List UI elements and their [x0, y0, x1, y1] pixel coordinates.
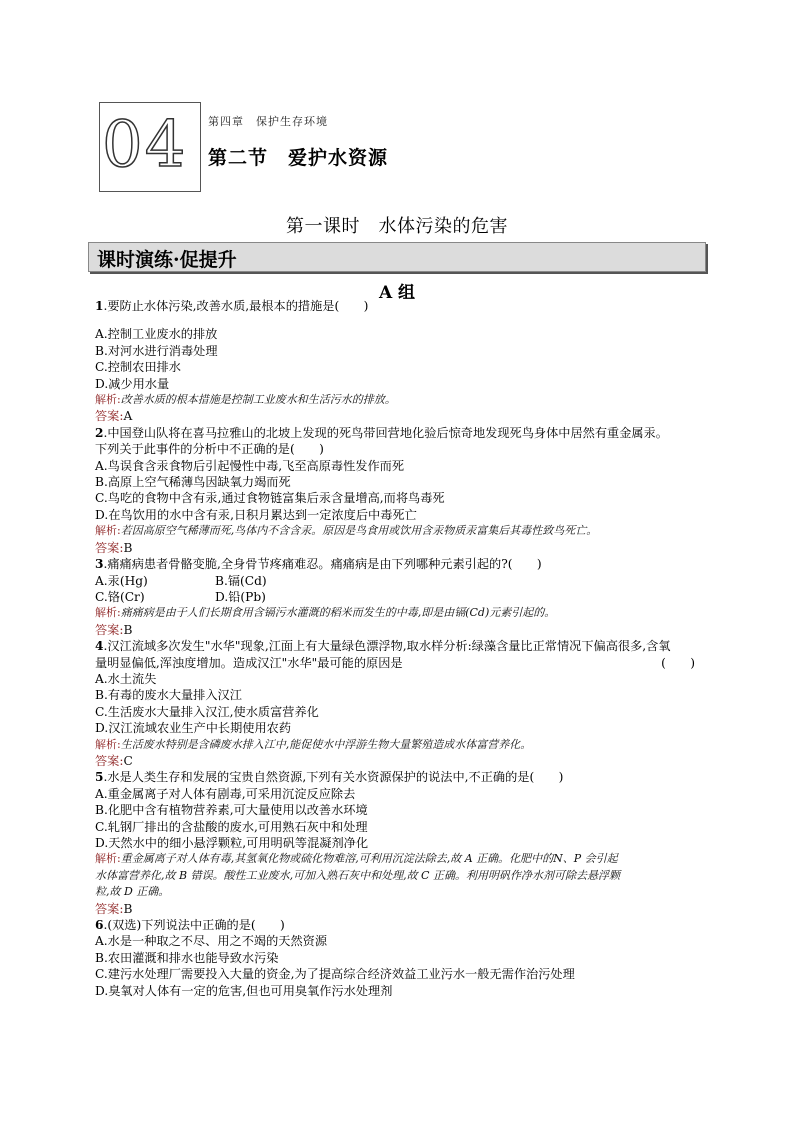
option-a: A.重金属离子对人体有剧毒,可采用沉淀反应除去 [95, 786, 356, 801]
option-a: A.汞(Hg) [95, 573, 148, 588]
option-b: B.对河水进行消毒处理 [95, 343, 218, 358]
question-text: 量明显偏低,浑浊度增加。造成汉江"水华"最可能的原因是 [95, 655, 403, 670]
question-2-stem [95, 425, 699, 441]
option-b: B.化肥中含有植物营养素,可大量使用以改善水环境 [95, 803, 368, 818]
analysis-text: 痛痛病是由于人们长期食用含镉污水灌溉的稻米而发生的中毒,即是由镉(Cd)元素引起的。 [120, 606, 556, 620]
question-text: .要防止水体污染,改善水质,最根本的措施是( ) [103, 299, 369, 313]
analysis-label: 解析: [95, 524, 121, 538]
answer [95, 901, 699, 917]
analysis [95, 605, 699, 621]
option-a: A.水土流失 [95, 671, 157, 686]
question-4-stem [95, 638, 699, 654]
question-6-stem [95, 917, 699, 933]
option-d: D.臭氧对人体有一定的危害,但也可用臭氧作污水处理剂 [95, 983, 393, 998]
analysis-label: 解析: [95, 852, 121, 866]
chapter-number: 04 [102, 108, 188, 182]
answer-value: A [123, 409, 133, 424]
option-d: D.汉江流域农业生产中长期使用农药 [95, 721, 292, 736]
option-b: B.高原上空气稀薄鸟因缺氧力竭而死 [95, 475, 291, 490]
question-3-stem [95, 556, 699, 572]
answer-value: B [123, 540, 133, 555]
question-1-stem [95, 298, 699, 314]
question-number: 4 [95, 639, 104, 654]
question-text: .(双选)下列说法中正确的是( ) [103, 918, 285, 933]
option-c: C.建污水处理厂需要投入大量的资金,为了提高综合经济效益工业污水一般无需作治污处理 [95, 967, 575, 982]
analysis [95, 737, 699, 753]
option-a: A.鸟误食含汞食物后引起慢性中毒,飞至高原毒性发作而死 [95, 458, 405, 473]
option-d: D.天然水中的细小悬浮颗粒,可用明矾等混凝剂净化 [95, 836, 369, 850]
option-d: D.减少用水量 [95, 376, 170, 391]
question-text: .中国登山队将在喜马拉雅山的北坡上发现的死鸟带回营地化验后惊奇地发现死鸟身体中居然有重金属汞。 [103, 425, 668, 440]
chapter-number-box [99, 102, 201, 192]
answer-label: 答案: [95, 622, 124, 637]
question-text: .水是人类生存和发展的宝贵自然资源,下列有关水资源保护的说法中,不正确的是( ) [103, 770, 564, 785]
answer-label: 答案: [95, 901, 124, 916]
analysis-cont: 水体富营养化,故 B 错误。酸性工业废水,可加入熟石灰中和处理,故 C 正确。利用明矾作净水剂可除去悬浮颗 [95, 868, 620, 882]
question-number: 1 [95, 299, 104, 313]
analysis-text: 重金属离子对人体有毒,其氢氧化物或硫化物难溶,可利用沉淀法除去,故 A 正确。化肥中的N、P 会引起 [120, 852, 618, 866]
analysis [95, 523, 699, 539]
analysis [95, 851, 699, 867]
analysis-label: 解析: [95, 393, 121, 407]
answer-blank: ( ) [661, 655, 695, 670]
analysis-label: 解析: [95, 606, 121, 620]
option-c: C.鸟吃的食物中含有汞,通过食物链富集后汞含量增高,而将鸟毒死 [95, 491, 445, 506]
answer [95, 540, 699, 556]
section-title: 第二节 爱护水资源 [208, 147, 389, 169]
option-b: B.有毒的废水大量排入汉江 [95, 688, 242, 703]
question-text: .痛痛病患者骨骼变脆,全身骨节疼痛难忍。痛痛病是由下列哪种元素引起的?( ) [103, 557, 542, 572]
band-title: 课时演练·促提升 [97, 249, 237, 271]
option-c: C.铬(Cr) [95, 589, 145, 604]
question-number: 6 [95, 918, 104, 933]
option-c: C.轧钢厂排出的含盐酸的废水,可用熟石灰中和处理 [95, 819, 368, 834]
option-c: C.生活废水大量排入汉江,使水质富营养化 [95, 704, 319, 719]
option-b: B.农田灌溉和排水也能导致水污染 [95, 950, 279, 965]
lesson-title: 第一课时 水体污染的危害 [286, 216, 508, 237]
question-5-stem [95, 769, 699, 785]
answer-value: C [123, 753, 133, 768]
answer [95, 408, 699, 424]
answer-label: 答案: [95, 540, 124, 555]
analysis-text: 生活废水特别是含磷废水排入江中,能促使水中浮游生物大量繁殖造成水体富营养化。 [120, 737, 532, 751]
analysis-text: 改善水质的根本措施是控制工业废水和生活污水的排放。 [120, 393, 396, 407]
chapter-name: 第四章 保护生存环境 [208, 115, 328, 128]
group-title: A 组 [378, 283, 416, 303]
question-2-stem-cont: 下列关于此事件的分析中不正确的是( ) [95, 442, 324, 457]
analysis-label: 解析: [95, 737, 121, 751]
question-number: 2 [95, 425, 104, 440]
answer-label: 答案: [95, 409, 124, 424]
analysis [95, 392, 699, 408]
answer-label: 答案: [95, 753, 124, 768]
option-d: D.在鸟饮用的水中含有汞,日积月累达到一定浓度后中毒死亡 [95, 507, 417, 522]
option-b: B.镉(Cd) [215, 573, 267, 588]
answer-value: B [123, 901, 133, 916]
analysis-cont: 粒,故 D 正确。 [95, 885, 170, 899]
question-list [95, 298, 699, 999]
question-number: 3 [95, 557, 104, 572]
options-row [95, 573, 699, 589]
analysis-text: 若因高原空气稀薄而死,鸟体内不含含汞。原因是鸟食用或饮用含汞物质汞富集后其毒性致鸟死亡。 [120, 524, 598, 538]
option-d: D.铅(Pb) [215, 589, 266, 604]
option-c: C.控制农田排水 [95, 360, 181, 375]
option-a: A.控制工业废水的排放 [95, 327, 218, 342]
answer [95, 622, 699, 638]
option-a: A.水是一种取之不尽、用之不竭的天然资源 [95, 934, 328, 949]
answer-value: B [123, 622, 133, 637]
options-row [95, 589, 699, 605]
question-4-stem-cont [95, 655, 699, 671]
question-number: 5 [95, 770, 104, 785]
answer [95, 753, 699, 769]
question-text: .汉江流域多次发生"水华"现象,江面上有大量绿色漂浮物,取水样分析:绿藻含量比正常情况下偏高很多,含氧 [103, 639, 671, 654]
section-band [88, 242, 706, 272]
